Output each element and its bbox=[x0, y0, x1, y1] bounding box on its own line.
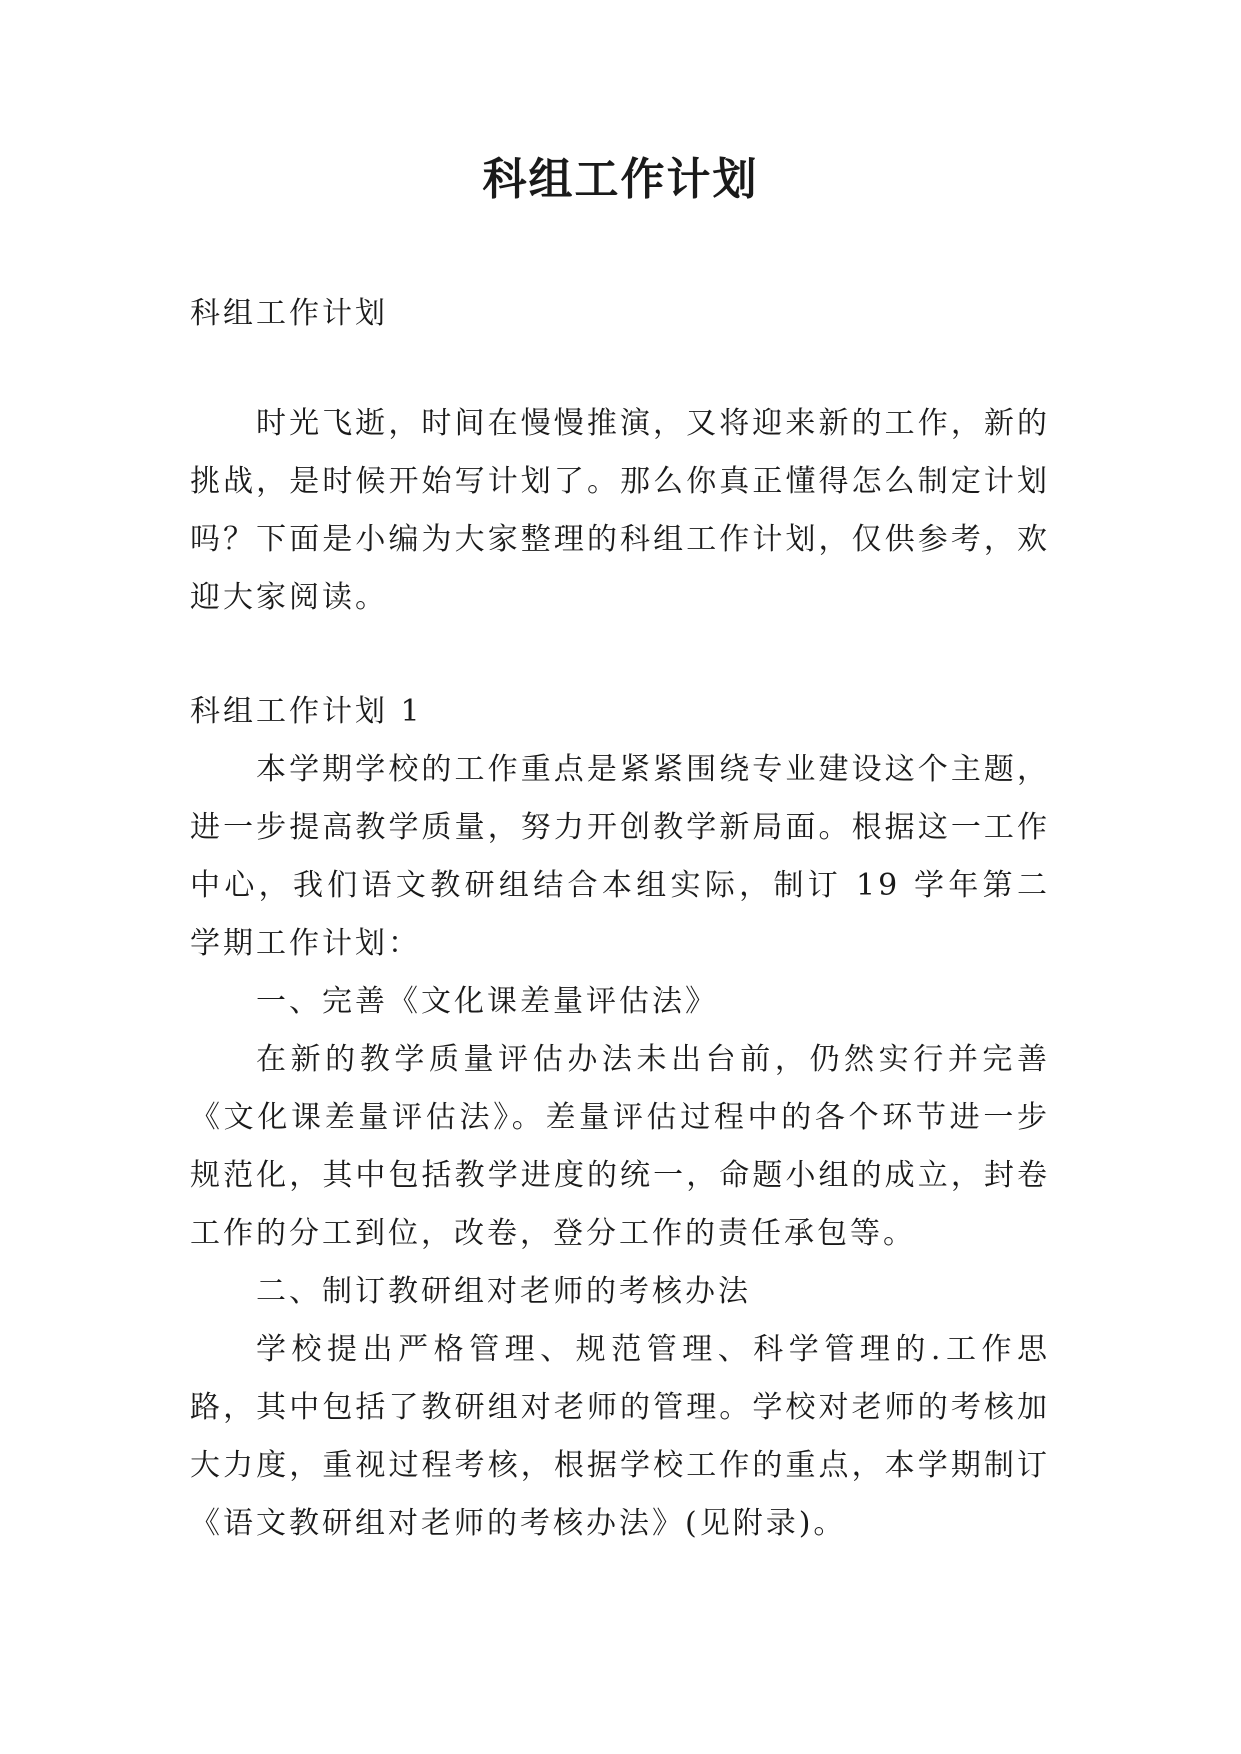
body-paragraph: 在新的教学质量评估办法未出台前，仍然实行并完善《文化课差量评估法》。差量评估过程中的各个环节进一步规范化，其中包括教学进度的统一，命题小组的成立，封卷工作的分工到位，改卷，登分工作的责任承包等。 bbox=[190, 1042, 1050, 1251]
body-paragraph: 本学期学校的工作重点是紧紧围绕专业建设这个主题，进一步提高教学质量，努力开创教学新局面。根据这一工作中心，我们语文教研组结合本组实际，制订 19 学年第二学期工作计划： bbox=[190, 752, 1050, 961]
document-body bbox=[190, 285, 1050, 1553]
document-title: 科组工作计划 bbox=[482, 154, 759, 205]
section-heading-2: 二、制订教研组对老师的考核办法 bbox=[256, 1274, 751, 1309]
section-title: 科组工作计划 1 bbox=[190, 694, 423, 729]
section-heading-1: 一、完善《文化课差量评估法》 bbox=[256, 984, 718, 1019]
spacer bbox=[190, 343, 1050, 395]
document-subtitle: 科组工作计划 bbox=[190, 296, 388, 331]
intro-paragraph: 时光飞逝，时间在慢慢推演，又将迎来新的工作，新的挑战，是时候开始写计划了。那么你真正懂得怎么制定计划吗？下面是小编为大家整理的科组工作计划，仅供参考，欢迎大家阅读。 bbox=[190, 406, 1050, 615]
spacer bbox=[190, 627, 1050, 683]
body-paragraph: 学校提出严格管理、规范管理、科学管理的.工作思路，其中包括了教研组对老师的管理。学校对老师的考核加大力度，重视过程考核，根据学校工作的重点，本学期制订《语文教研组对老师的考核办法》(见附录)。 bbox=[190, 1332, 1050, 1541]
